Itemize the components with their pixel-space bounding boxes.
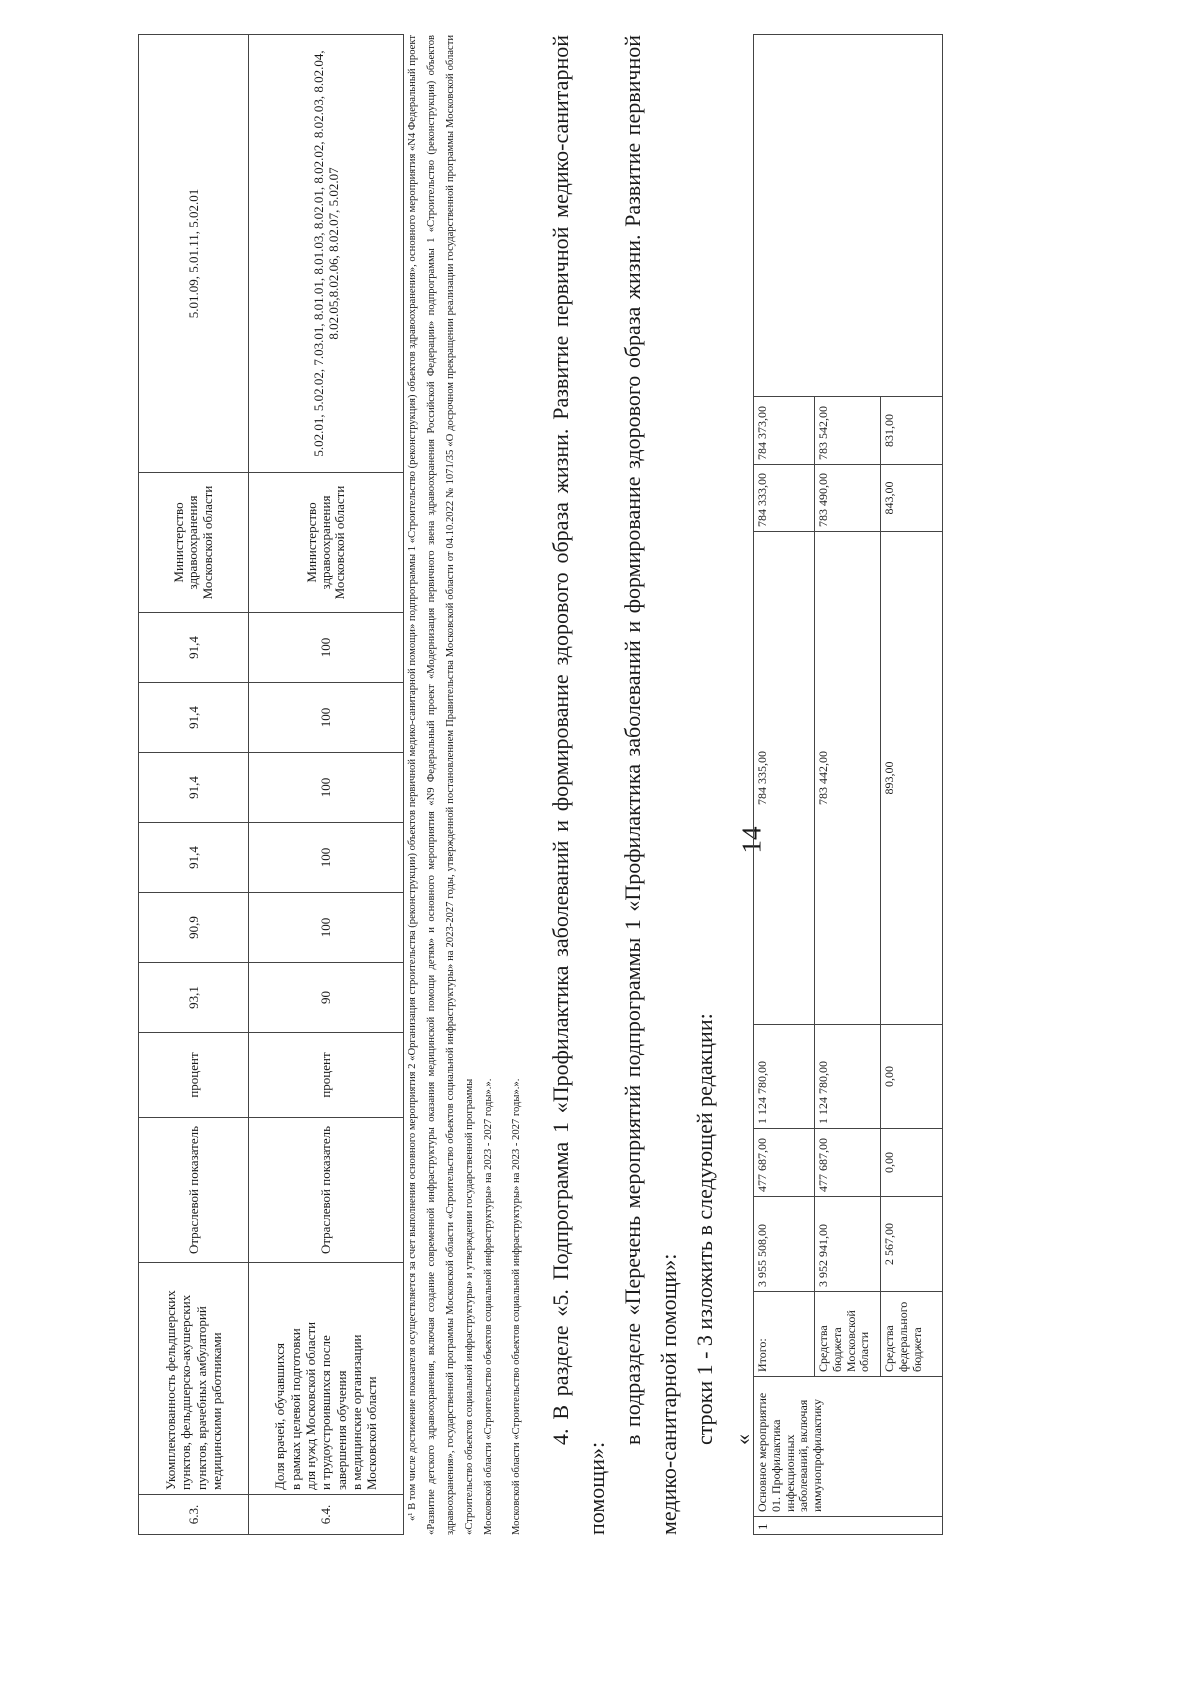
table-row xyxy=(139,35,249,1535)
year-amount: 783 542,00 xyxy=(815,397,881,465)
year-amount: 831,00 xyxy=(881,397,943,465)
row-number: 6.4. xyxy=(249,1495,404,1535)
table-row xyxy=(754,35,815,1535)
indicators-table xyxy=(138,34,404,1535)
year-value: 100 xyxy=(249,613,404,683)
year-amount: 477 687,00 xyxy=(815,1129,881,1197)
year-amount: 1 124 780,00 xyxy=(815,1025,881,1129)
year-amount: 783 442,00 xyxy=(815,532,881,1025)
empty-cell xyxy=(754,35,943,397)
unit: процент xyxy=(139,1033,249,1118)
year-value: 91,4 xyxy=(139,823,249,893)
base-value: 90 xyxy=(249,963,404,1033)
year-amount: 1 124 780,00 xyxy=(754,1025,815,1129)
year-value: 100 xyxy=(249,683,404,753)
unit: процент xyxy=(249,1033,404,1118)
base-value: 93,1 xyxy=(139,963,249,1033)
year-amount: 784 333,00 xyxy=(754,465,815,532)
indicator-name: Укомплектованность фельдшерских пунктов, фельдшерско-акушерских пунктов, врачебных амбулаторий медицинскими работниками xyxy=(139,1263,249,1495)
responsible: Министерство здравоохранения Московской области xyxy=(249,473,404,613)
table-row xyxy=(249,35,404,1535)
year-amount: 477 687,00 xyxy=(754,1129,815,1197)
funding-source: Средства бюджета Московской области xyxy=(815,1292,881,1377)
year-value: 100 xyxy=(249,823,404,893)
name-line: для нужд Московской области xyxy=(303,1321,318,1490)
footnote-text: «¹ В том числе достижение показателя осуществляется за счет выполнения основного мероприятия 2 «Организация строительства (реконструкции) объектов первичной медико-санитарной помощи» подпрограммы 1 «Строительство (реконструкция) объектов здравоохранения», основного мероприятия «N4 Федеральный проект «Развитие детского здравоохранения, включая создание современной инфраструктуры оказания медицинской помощи детям» и основного мероприятия «N9 Федеральный проект «Модернизация первичного звена здравоохранения Российской Федерации» подпрограммы 1 «Строительство (реконструкция) объектов здравоохранения», государственной программы Московской области «Строительство объектов социальной инфраструктуры» на 2023-2027 годы, утвержденной постановлением Правительства Московской области от 04.10.2022 № 1071/35 «О досрочном прекращении реализации государственной программы Московской области «Строительство объектов социальной инфраструктуры» и утверждении государственной программы xyxy=(407,35,475,1535)
year-amount: 783 490,00 xyxy=(815,465,881,532)
year-value: 91,4 xyxy=(139,753,249,823)
paragraph: 4. В разделе «5. Подпрограмма 1 «Профилактика заболеваний и формирование здорового образа жизни. Развитие первичной медико-санитарной помощи»: xyxy=(548,35,609,1535)
footnote-text: Московской области «Строительство объектов социальной инфраструктуры» на 2023 - 2027 годы».». xyxy=(483,1078,494,1535)
indicator-type: Отраслевой показатель xyxy=(139,1118,249,1263)
opening-guillemet: « xyxy=(730,1434,755,1445)
name-line: в медицинские организации xyxy=(348,1334,364,1490)
year-amount: 0,00 xyxy=(881,1025,943,1129)
activities-table xyxy=(753,34,943,1535)
year-value: 100 xyxy=(249,893,404,963)
name-line: и трудоустроившихся после xyxy=(318,1335,334,1490)
year-amount: 784 335,00 xyxy=(754,532,815,1025)
year-amount: 893,00 xyxy=(881,532,943,1025)
page-number: 14 xyxy=(736,826,767,854)
total-amount: 3 955 508,00 xyxy=(754,1197,815,1292)
year-amount: 0,00 xyxy=(881,1129,943,1197)
year-amount: 784 373,00 xyxy=(754,397,815,465)
total-amount: 2 567,00 xyxy=(881,1197,943,1292)
activity-name: Основное мероприятие 01. Профилактика инфекционных заболеваний, включая иммунопрофилактику xyxy=(754,1377,943,1517)
year-value: 91,4 xyxy=(139,683,249,753)
name-line: Доля врачей, обучавшихся xyxy=(272,1343,288,1490)
amendment-text xyxy=(543,35,761,1535)
funding-source: Итого: xyxy=(754,1292,815,1377)
responsible: Министерство здравоохранения Московской области xyxy=(139,473,249,613)
name-line: в рамках целевой подготовки xyxy=(287,1328,303,1490)
activity-codes: 5.02.01, 5.02.02, 7.03.01, 8.01.01, 8.01.03, 8.02.01, 8.02.02, 8.02.03, 8.02.04, 8.02.05,8.02.06, 8.02.07, 5.02.07 xyxy=(249,35,404,473)
year-amount: 843,00 xyxy=(881,465,943,532)
year-value: 91,4 xyxy=(139,613,249,683)
paragraph: в подразделе «Перечень мероприятий подпрограммы 1 «Профилактика заболеваний и формирование здорового образа жизни. Развитие первичной медико-санитарной помощи»: xyxy=(620,35,681,1535)
indicator-name xyxy=(249,1263,404,1495)
paragraph: строки 1 - 3 изложить в следующей редакции: xyxy=(692,1013,717,1445)
name-line: завершения обучения xyxy=(333,1370,349,1490)
year-value: 90,9 xyxy=(139,893,249,963)
indicator-type: Отраслевой показатель xyxy=(249,1118,404,1263)
row-number: 1 xyxy=(754,1517,943,1535)
row-number: 6.3. xyxy=(139,1495,249,1535)
total-amount: 3 952 941,00 xyxy=(815,1197,881,1292)
activity-codes: 5.01.09, 5.01.11, 5.02.01 xyxy=(139,35,249,473)
footnote-text: Московской области «Строительство объектов социальной инфраструктуры» на 2023 - 2027 годы».». xyxy=(511,1078,522,1535)
footnote xyxy=(403,35,526,1535)
funding-source: Средства федерального бюджета xyxy=(881,1292,943,1377)
year-value: 100 xyxy=(249,753,404,823)
name-line: Московской области xyxy=(364,1376,380,1490)
